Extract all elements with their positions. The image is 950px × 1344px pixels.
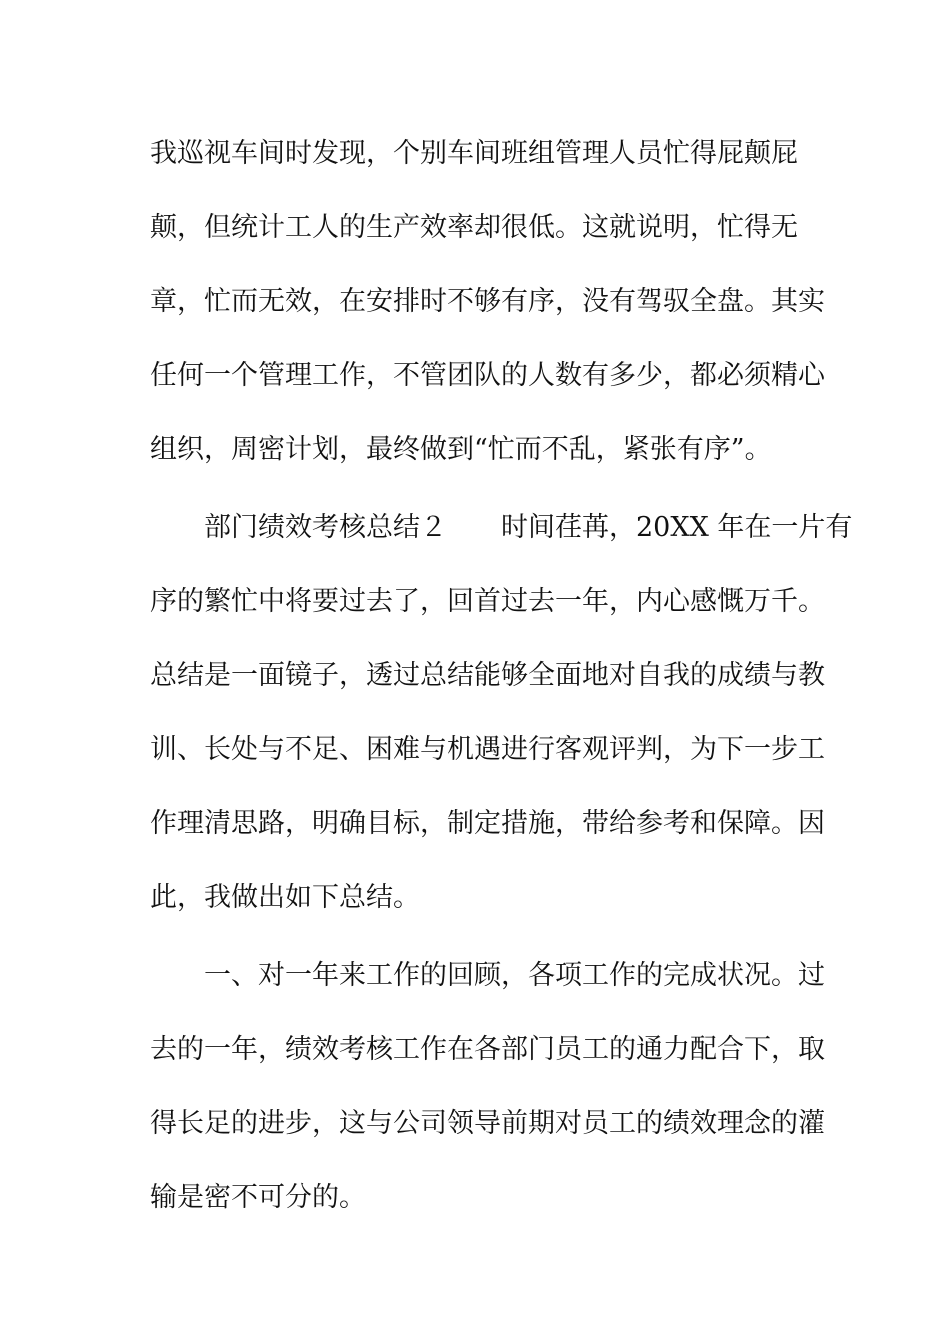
text-line: 序的繁忙中将要过去了，回首过去一年，内心感慨万千。 bbox=[150, 586, 825, 617]
text-line: 作理清思路，明确目标，制定措施，带给参考和保障。因 bbox=[150, 808, 825, 839]
text-line: 章，忙而无效，在安排时不够有序，没有驾驭全盘。其实 bbox=[150, 286, 825, 317]
text-line: 训、长处与不足、困难与机遇进行客观评判，为下一步工 bbox=[150, 734, 825, 765]
text-line: 去的一年，绩效考核工作在各部门员工的通力配合下，取 bbox=[150, 1034, 825, 1065]
text-line: 输是密不可分的。 bbox=[150, 1182, 366, 1213]
text-line: 总结是一面镜子，透过总结能够全面地对自我的成绩与教 bbox=[150, 660, 825, 691]
text-line: 我巡视车间时发现，个别车间班组管理人员忙得屁颠屁 bbox=[150, 138, 798, 169]
text-line: 此，我做出如下总结。 bbox=[150, 882, 420, 913]
text-line: 组织，周密计划，最终做到“忙而不乱，紧张有序”。 bbox=[150, 434, 772, 465]
section-heading-line: 部门绩效考核总结２ 时间荏苒，20XX 年在一片有 bbox=[204, 512, 853, 543]
text-line: 得长足的进步，这与公司领导前期对员工的绩效理念的灌 bbox=[150, 1108, 825, 1139]
paragraph-first-line: 一、对一年来工作的回顾，各项工作的完成状况。过 bbox=[204, 960, 825, 991]
text-line: 任何一个管理工作，不管团队的人数有多少，都必须精心 bbox=[150, 360, 825, 391]
text-line: 颠，但统计工人的生产效率却很低。这就说明，忙得无 bbox=[150, 212, 798, 243]
